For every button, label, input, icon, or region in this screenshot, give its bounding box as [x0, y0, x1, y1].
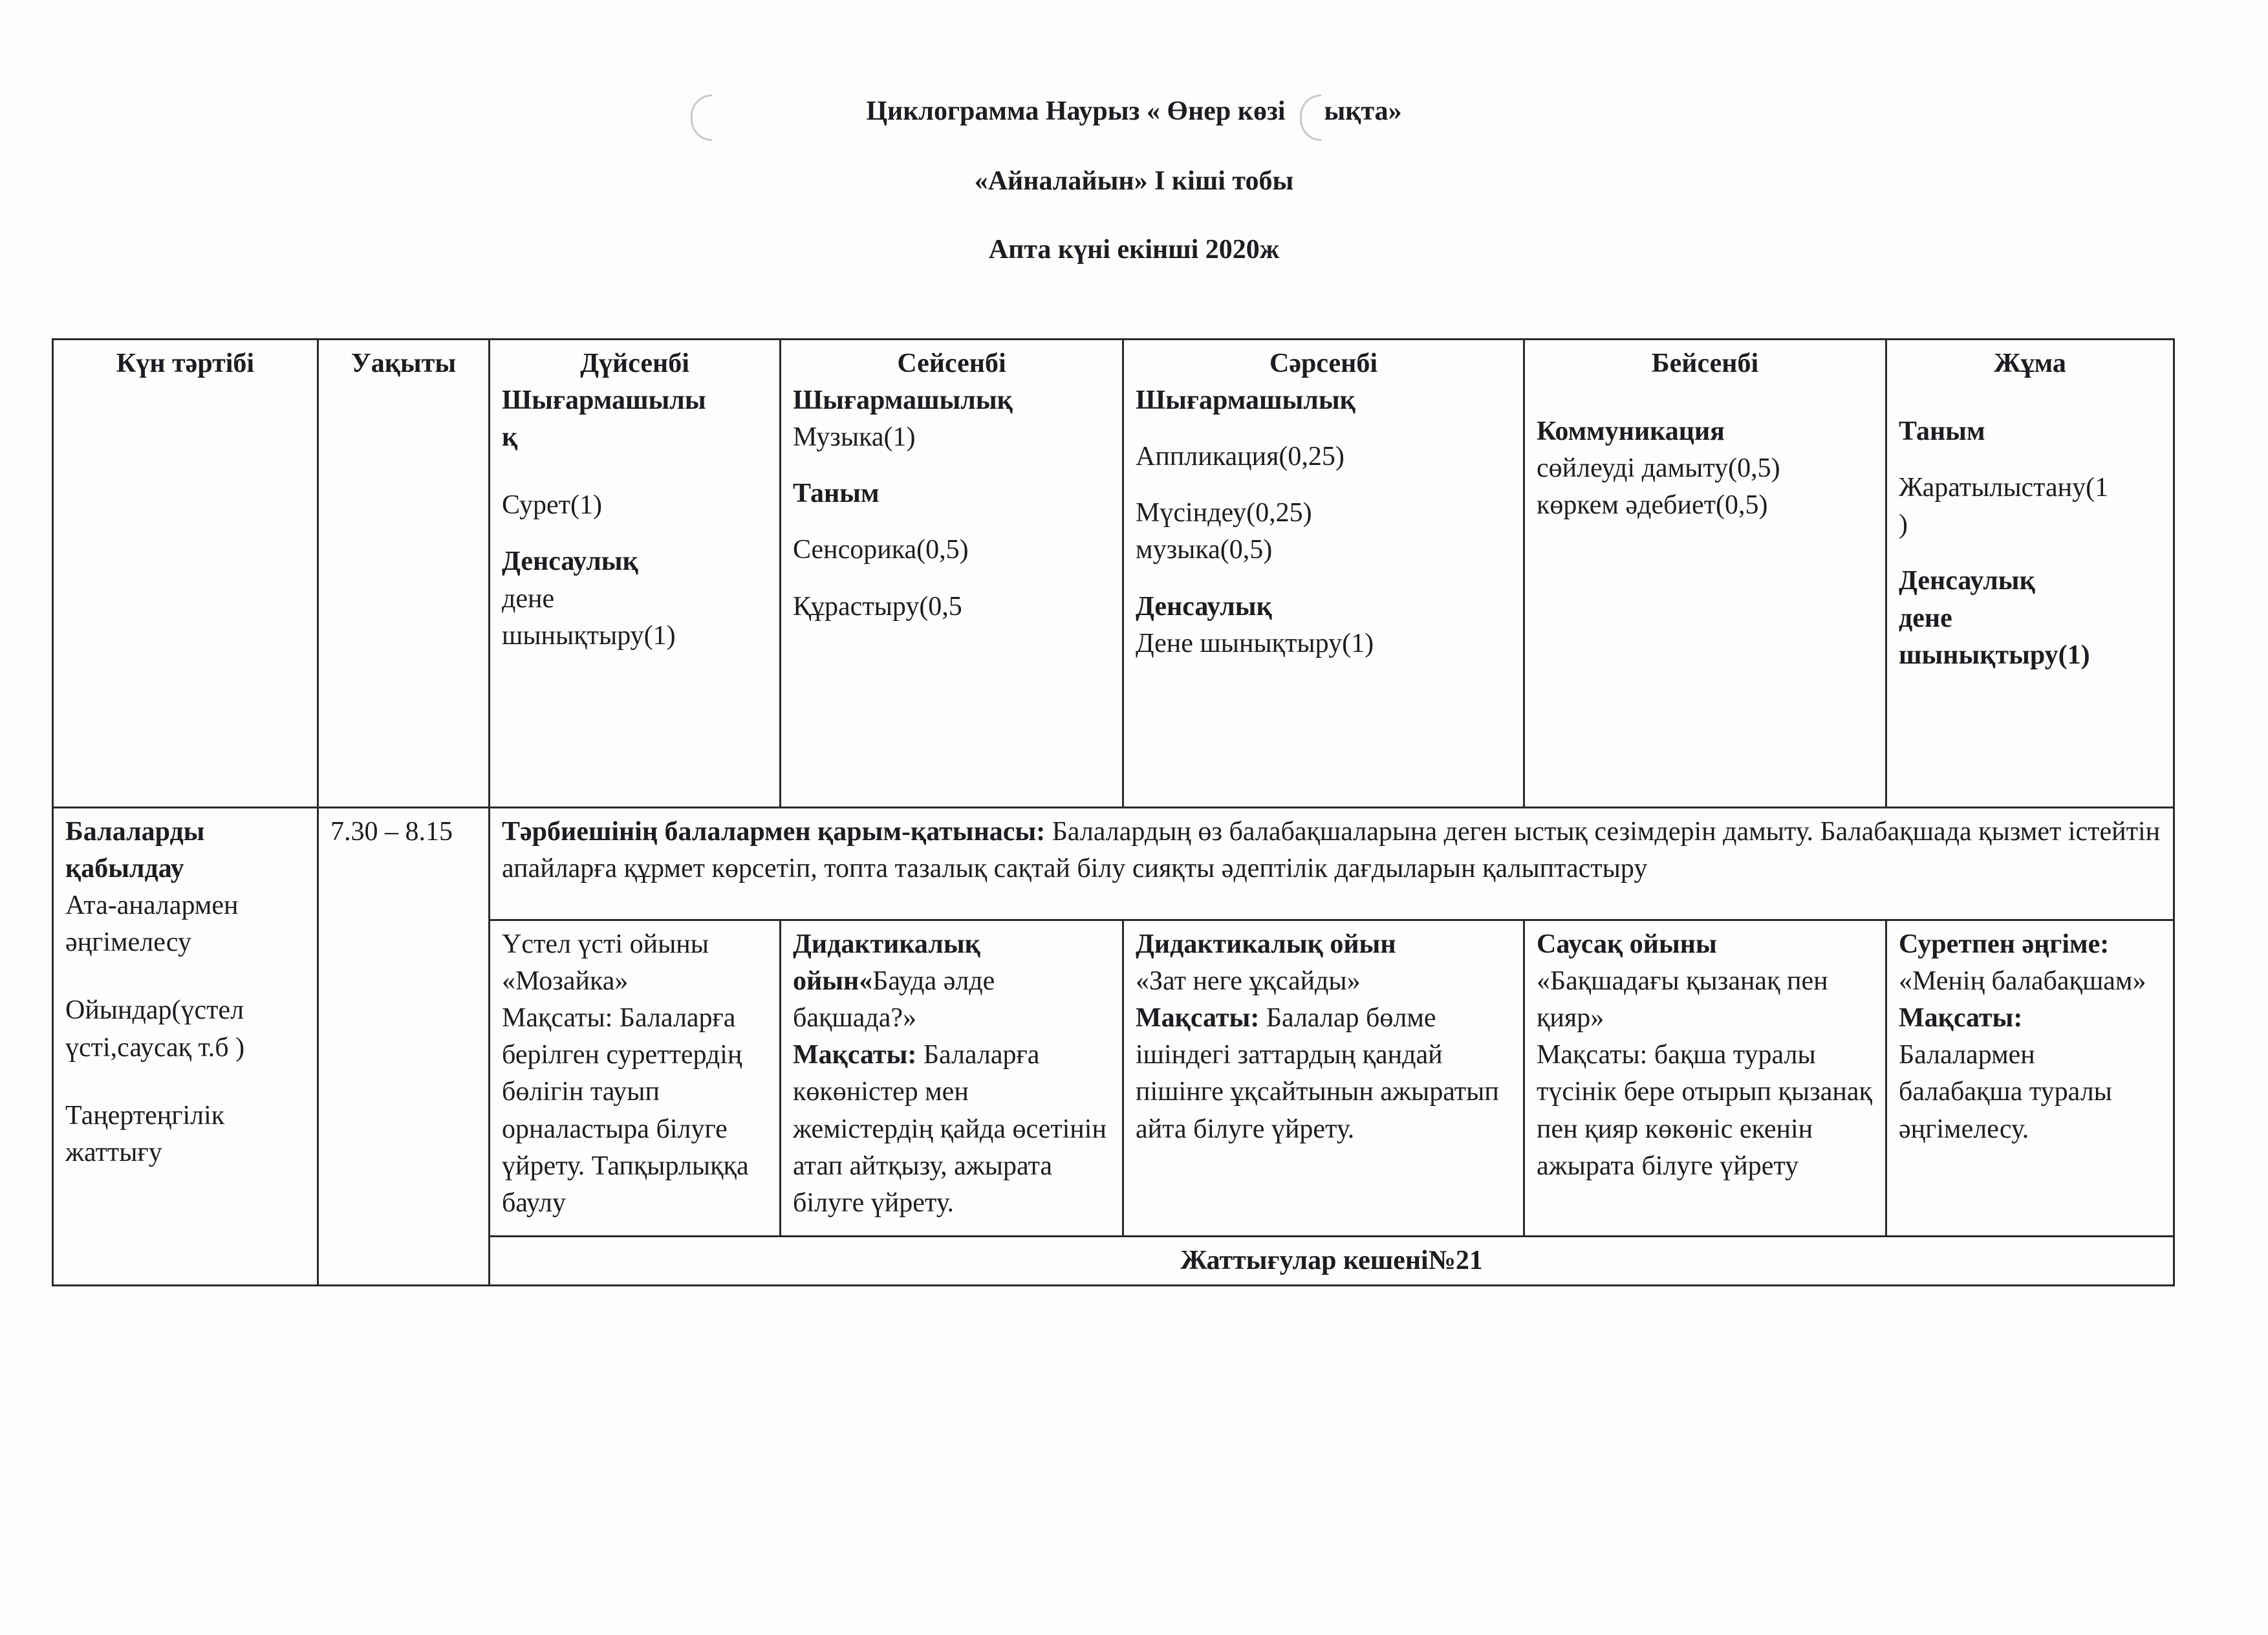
tuesday-game-cell [781, 920, 1123, 1237]
wednesday-header-cell [1123, 340, 1524, 808]
friday-game-name: «Менің балабақшам» [1899, 966, 2146, 997]
tuesday-subject-music: Музыка(1) [793, 422, 916, 453]
day-friday: Жұма [1994, 349, 2066, 378]
reception-label-4: әңгімелесу [65, 927, 191, 958]
day-tuesday: Сейсенбі [897, 349, 1006, 378]
tuesday-game-title-1: Дидактикалық [793, 929, 980, 959]
tuesday-subject-construction: Құрастыру(0,5 [793, 591, 962, 622]
reception-time-cell: 7.30 – 8.15 [318, 808, 490, 1286]
day-monday: Дүйсенбі [580, 349, 689, 378]
document-title [0, 96, 2268, 127]
day-thursday: Бейсенбі [1651, 349, 1759, 378]
reception-label-2: қабылдау [65, 854, 184, 884]
group-title: «Айналайын» I кіші тобы [974, 166, 1294, 196]
communication-text: Балалардың өз балабақшаларына деген ыстық сезімдерін дамыту. Балабақшада қызмет істейтін апайларға құрмет көрсетіп, топта тазалық сақтай білу сияқты әдептілік дағдыларын қалыптастыру [502, 817, 2161, 884]
thursday-header-cell [1524, 340, 1886, 808]
tuesday-game-title-2: ойын« [793, 966, 873, 997]
schedule-table [52, 338, 2175, 1286]
reception-label-3: Ата-аналармен [65, 891, 239, 921]
friday-subject-nature: Жаратылыстану(1 [1899, 473, 2109, 503]
monday-header-cell [490, 340, 781, 808]
friday-area-cognition: Таным [1899, 417, 1985, 447]
thursday-subject-literature: көркем әдебиет(0,5) [1537, 490, 1768, 521]
tuesday-area-creativity: Шығармашылық [793, 385, 1013, 416]
wednesday-game-goal: Балалар бөлме ішіндегі заттардың қандай пішінге ұқсайтынын ажыратып айта білуге үйрету. [1136, 1003, 1499, 1144]
teacher-communication-cell [490, 808, 2174, 920]
tuesday-header-cell [781, 340, 1123, 808]
friday-subject-pe-a: дене [1899, 603, 1952, 633]
wednesday-goal-label: Мақсаты: [1136, 1003, 1260, 1034]
reception-row [53, 808, 2174, 920]
monday-area-health: Денсаулық [502, 547, 638, 577]
friday-game-title: Суретпен әңгіме: [1899, 929, 2110, 959]
friday-game-cell [1886, 920, 2174, 1237]
wednesday-game-cell [1123, 920, 1524, 1237]
friday-subject-pe-b: шынықтыру(1) [1899, 640, 2090, 670]
monday-area-creativity-tail: қ [502, 422, 518, 453]
monday-game-title: Үстел үсті ойыны «Мозайка» [502, 929, 709, 997]
tuesday-game-goal: Балаларға көкөністер мен жемістердің қайда өсетінін атап айтқызу, ажырата білуге үйрету. [793, 1040, 1107, 1218]
wednesday-area-creativity: Шығармашылық [1136, 385, 1355, 416]
title-left-part: Циклограмма Наурыз « Өнер көзі [866, 96, 1286, 126]
monday-subject-drawing: Сурет(1) [502, 490, 602, 521]
wednesday-subject-applique: Аппликация(0,25) [1136, 442, 1345, 472]
reception-label-1: Балаларды [65, 817, 205, 847]
thursday-game-cell [1524, 920, 1886, 1237]
friday-game-goal: Балалармен балабақша туралы әңгімелесу. [1899, 1040, 2112, 1144]
col-regime-header: Күн тәртібі [53, 340, 318, 808]
thursday-game-goal: Мақсаты: бақша туралы түсінік бере отырып қызанақ пен қияр көкөніс екенін ажырата білуге үйрету [1537, 1040, 1872, 1181]
tuesday-subject-sensorics: Сенсорика(0,5) [793, 535, 969, 565]
reception-label-7: Таңертеңгілік [65, 1100, 225, 1131]
reception-label-cell [53, 808, 318, 1286]
col-time-header: Уақыты [318, 340, 490, 808]
monday-area-creativity: Шығармашылы [502, 385, 706, 416]
monday-game-goal: Мақсаты: Балаларға берілген суреттердің бөлігін тауып орналастыра білуге үйрету. Тапқырлыққа баулу [502, 1003, 749, 1218]
friday-goal-label: Мақсаты: [1899, 1003, 2023, 1034]
wednesday-game-name: «Зат неге ұқсайды» [1136, 966, 1361, 997]
friday-header-cell [1886, 340, 2174, 808]
thursday-area-communication: Коммуникация [1537, 417, 1725, 447]
tuesday-game-name: Бауда әлде бақшада?» [793, 966, 995, 1034]
thursday-game-name: «Бақшадағы қызанақ пен қияр» [1537, 966, 1828, 1034]
communication-title: Тәрбиешінің балалармен қарым-қатынасы: [502, 817, 1046, 847]
reception-label-6: үсті,саусақ т.б ) [65, 1032, 245, 1063]
monday-subject-pe-b: шынықтыру(1) [502, 620, 676, 651]
wednesday-subject-modeling: Мүсіндеу(0,25) [1136, 498, 1312, 528]
monday-subject-pe-a: дене [502, 583, 555, 614]
wednesday-area-health: Денсаулық [1136, 591, 1272, 622]
header-row [53, 340, 2174, 808]
tuesday-goal-label: Мақсаты: [793, 1040, 917, 1070]
wednesday-game-title: Дидактикалық ойын [1136, 929, 1396, 959]
friday-subject-nature-tail: ) [1899, 510, 1908, 540]
wednesday-subject-music: музыка(0,5) [1136, 535, 1273, 565]
reception-label-5: Ойындар(үстел [65, 995, 244, 1026]
reception-label-8: жаттығу [65, 1137, 162, 1167]
wednesday-subject-pe: Дене шынықтыру(1) [1136, 628, 1374, 658]
monday-game-cell [490, 920, 781, 1237]
thursday-subject-speech: сөйлеуді дамыту(0,5) [1537, 453, 1780, 484]
title-right-part: ықта» [1324, 96, 1402, 126]
friday-area-health: Денсаулық [1899, 566, 2035, 596]
thursday-game-title: Саусақ ойыны [1537, 929, 1717, 959]
exercise-complex: Жаттығулар кешені№21 [490, 1237, 2174, 1286]
tuesday-area-cognition: Таным [793, 479, 880, 509]
day-wednesday: Сәрсенбі [1269, 349, 1377, 378]
week-title: Апта күні екінші 2020ж [988, 235, 1280, 265]
